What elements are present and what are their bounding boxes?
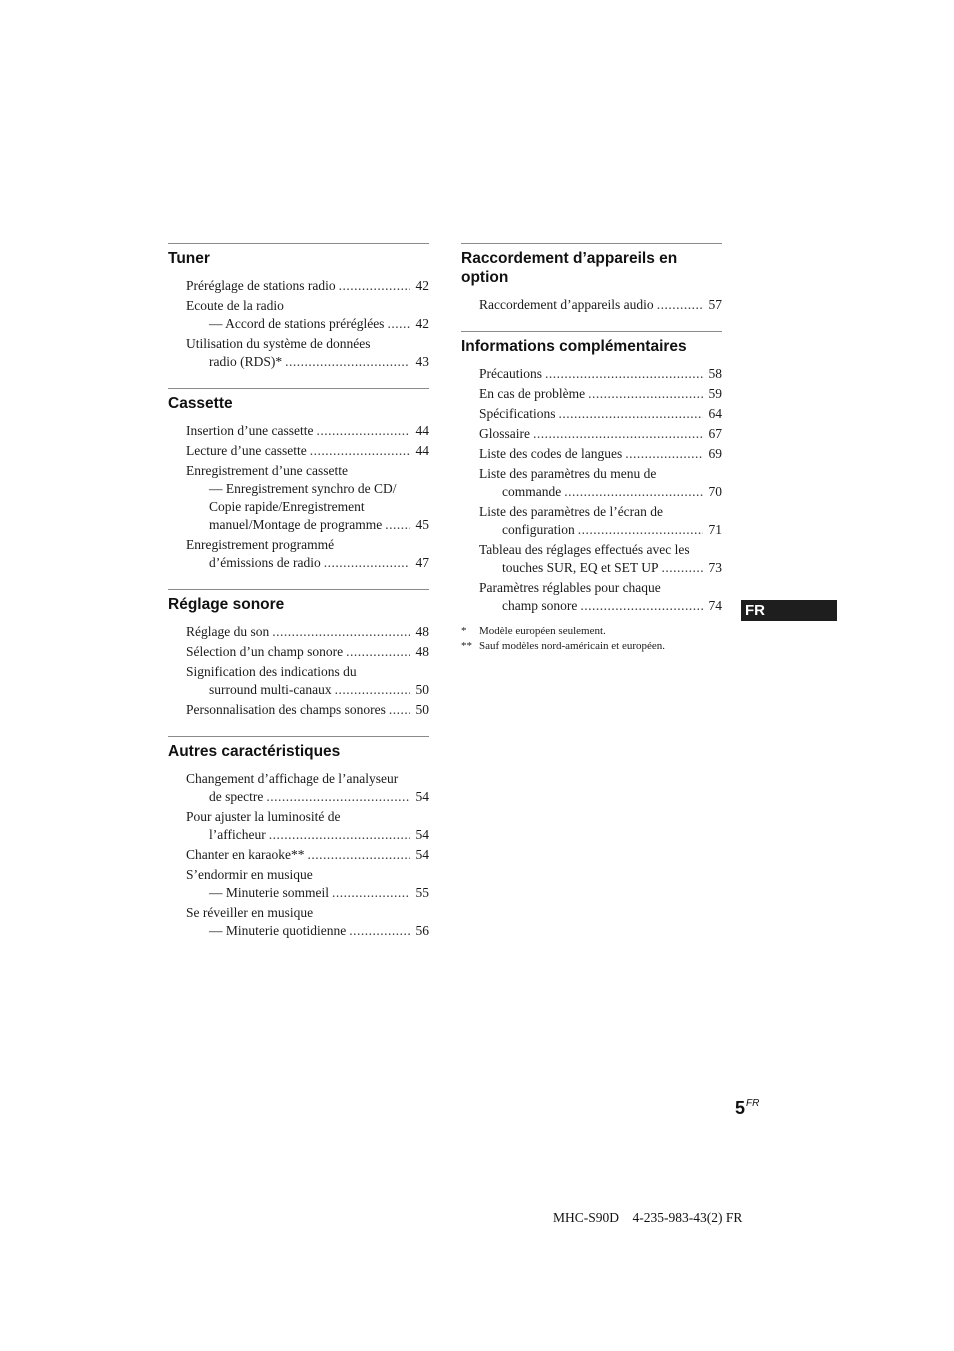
footnote-text: Sauf modèles nord-américain et européen. — [479, 640, 666, 652]
dot-leader — [662, 559, 703, 577]
toc-entry-line — [186, 788, 429, 806]
toc-entry-line — [186, 846, 429, 864]
toc-entry-text: — Enregistrement synchro de CD/ — [209, 481, 397, 496]
toc-entry — [186, 277, 429, 295]
toc-entry-text: Utilisation du système de données — [186, 336, 371, 351]
page-number-value: 5 — [735, 1098, 746, 1118]
toc-entry-text: Personnalisation des champs sonores — [186, 702, 386, 717]
toc-entry-line — [186, 701, 429, 719]
toc-entry-text: l’afficheur — [209, 827, 266, 842]
toc-entry-line — [186, 663, 429, 681]
toc-entry-line — [479, 296, 722, 314]
toc-entry-text: Paramètres réglables pour chaque — [479, 580, 661, 595]
toc-entry-list — [168, 623, 429, 719]
toc-entry-text: Tableau des réglages effectués avec les — [479, 542, 690, 557]
toc-entry — [186, 422, 429, 440]
toc-entry-text: Changement d’affichage de l’analyseur — [186, 771, 399, 786]
dot-leader — [272, 623, 410, 641]
toc-entry-line — [186, 643, 429, 661]
toc-entry-text: Chanter en karaoke** — [186, 847, 305, 862]
toc-entry — [479, 296, 722, 314]
toc-entry-line — [479, 559, 722, 577]
toc-entry-line — [186, 277, 429, 295]
toc-entry-line — [479, 405, 722, 423]
dot-leader — [564, 483, 703, 501]
toc-entry-line — [186, 297, 429, 315]
toc-page-number: 57 — [708, 297, 722, 312]
toc-page-number: 73 — [708, 560, 722, 575]
toc-entry-text: Enregistrement d’une cassette — [186, 463, 348, 478]
toc-entry-line — [479, 483, 722, 501]
toc-section — [168, 736, 429, 940]
toc-entry-text: Liste des paramètres du menu de — [479, 466, 657, 481]
toc-entry-text: Insertion d’une cassette — [186, 423, 314, 438]
toc-page-number: 55 — [415, 885, 429, 900]
toc-page-number: 56 — [415, 923, 429, 938]
toc-entry-line — [186, 335, 429, 353]
toc-entry — [186, 536, 429, 572]
toc-entry — [186, 643, 429, 661]
toc-entry — [186, 904, 429, 940]
dot-leader — [307, 846, 410, 864]
dot-leader — [349, 922, 410, 940]
toc-page-number: 44 — [415, 443, 429, 458]
dot-leader — [285, 353, 410, 371]
toc-entry-text: configuration — [502, 522, 575, 537]
dot-leader — [339, 277, 410, 295]
toc-entry-line — [479, 503, 722, 521]
dot-leader — [266, 788, 410, 806]
toc-entry-line — [479, 445, 722, 463]
toc-left-column — [168, 243, 429, 957]
toc-entry-text: Raccordement d’appareils audio — [479, 297, 654, 312]
page-number-suffix: FR — [746, 1098, 760, 1109]
toc-entry — [186, 663, 429, 699]
toc-entry-text: Lecture d’une cassette — [186, 443, 307, 458]
toc-entry — [186, 462, 429, 534]
toc-entry-line — [186, 922, 429, 940]
toc-section — [461, 331, 722, 615]
toc-entry-text: — Minuterie quotidienne — [209, 923, 347, 938]
toc-page-number: 54 — [415, 827, 429, 842]
model-code: MHC-S90D 4-235-983-43(2) FR — [553, 1210, 743, 1225]
toc-entry — [479, 579, 722, 615]
toc-entry-line — [186, 554, 429, 572]
toc-entry-line — [186, 770, 429, 788]
section-title: Cassette — [168, 395, 233, 412]
dot-leader — [332, 884, 410, 902]
toc-entry-line — [479, 597, 722, 615]
toc-section — [168, 388, 429, 572]
toc-entry-text: Préréglage de stations radio — [186, 278, 336, 293]
toc-entry — [186, 701, 429, 719]
toc-entry-text: Sélection d’un champ sonore — [186, 644, 344, 659]
toc-section — [168, 589, 429, 719]
toc-entry-text: Réglage du son — [186, 624, 270, 639]
toc-entry-text: Glossaire — [479, 426, 530, 441]
toc-entry-text: — Minuterie sommeil — [209, 885, 329, 900]
toc-page-number: 50 — [415, 702, 429, 717]
footnote-mark: ** — [461, 640, 472, 652]
toc-entry-list — [461, 296, 722, 314]
toc-entry — [479, 405, 722, 423]
toc-entry-line — [479, 365, 722, 383]
toc-page-number: 58 — [708, 366, 722, 381]
footnote-mark: * — [461, 625, 467, 637]
toc-entry — [479, 425, 722, 443]
toc-entry-line — [186, 904, 429, 922]
footnote — [461, 624, 722, 639]
dot-leader — [335, 681, 410, 699]
toc-page-number: 59 — [708, 386, 722, 401]
toc-entry-line — [479, 385, 722, 403]
dot-leader — [389, 701, 410, 719]
toc-entry-text: Liste des paramètres de l’écran de — [479, 504, 664, 519]
dot-leader — [580, 597, 703, 615]
toc-page-number: 47 — [415, 555, 429, 570]
toc-page-number: 50 — [415, 682, 429, 697]
toc-entry-line — [186, 623, 429, 641]
toc-entry-line — [186, 826, 429, 844]
toc-entry — [479, 503, 722, 539]
toc-entry-text: Enregistrement programmé — [186, 537, 335, 552]
toc-page-number: 48 — [415, 624, 429, 639]
toc-entry-line — [479, 425, 722, 443]
toc-entry-text: touches SUR, EQ et SET UP — [502, 560, 659, 575]
footnotes — [461, 624, 722, 654]
dot-leader — [657, 296, 703, 314]
toc-page-number: 54 — [415, 789, 429, 804]
toc-entry — [186, 623, 429, 641]
toc-entry — [479, 445, 722, 463]
toc-entry-text: — Accord de stations préréglées — [209, 316, 385, 331]
footnote — [461, 639, 722, 654]
toc-entry-text: radio (RDS)* — [209, 354, 283, 369]
toc-entry — [186, 442, 429, 460]
section-title: Informations complémentaires — [461, 338, 687, 355]
section-title: Autres caractéristiques — [168, 743, 341, 760]
toc-entry — [186, 297, 429, 333]
dot-leader — [316, 422, 410, 440]
toc-entry-line — [479, 579, 722, 597]
toc-entry-text: Copie rapide/Enregistrement — [209, 499, 365, 514]
toc-page-number: 42 — [415, 278, 429, 293]
toc-page-number: 74 — [708, 598, 722, 613]
toc-page-number: 71 — [708, 522, 722, 537]
toc-entry-line — [186, 480, 429, 498]
dot-leader — [324, 554, 410, 572]
toc-entry-text: Spécifications — [479, 406, 556, 421]
toc-entry-line — [186, 536, 429, 554]
toc-page-number: 43 — [415, 354, 429, 369]
toc-entry — [186, 335, 429, 371]
toc-entry-line — [186, 516, 429, 534]
toc-entry-list — [461, 365, 722, 615]
toc-right-column — [461, 243, 722, 654]
section-title: Raccordement d’appareils en option — [461, 250, 678, 286]
toc-entry-line — [186, 866, 429, 884]
toc-entry-text: manuel/Montage de programme — [209, 517, 383, 532]
toc-entry-line — [479, 541, 722, 559]
toc-entry — [479, 541, 722, 577]
toc-entry-line — [186, 498, 429, 516]
toc-entry-text: Se réveiller en musique — [186, 905, 314, 920]
toc-page-number: 69 — [708, 446, 722, 461]
toc-entry-text: Ecoute de la radio — [186, 298, 284, 313]
toc-entry-text: champ sonore — [502, 598, 578, 613]
toc-page-number: 54 — [415, 847, 429, 862]
toc-entry-line — [479, 521, 722, 539]
toc-page-number: 48 — [415, 644, 429, 659]
toc-entry-text: Précautions — [479, 366, 542, 381]
dot-leader — [533, 425, 703, 443]
toc-entry-list — [168, 277, 429, 371]
toc-section — [168, 243, 429, 371]
toc-entry-text: commande — [502, 484, 562, 499]
toc-entry-text: Signification des indications du — [186, 664, 357, 679]
toc-entry — [186, 808, 429, 844]
toc-entry-line — [186, 884, 429, 902]
dot-leader — [588, 385, 703, 403]
toc-entry-text: surround multi-canaux — [209, 682, 332, 697]
toc-page-number: 67 — [708, 426, 722, 441]
toc-entry — [479, 385, 722, 403]
dot-leader — [545, 365, 703, 383]
section-title: Réglage sonore — [168, 596, 285, 613]
toc-page-number: 70 — [708, 484, 722, 499]
toc-page-number: 42 — [415, 316, 429, 331]
dot-leader — [310, 442, 410, 460]
toc-entry — [479, 365, 722, 383]
toc-entry — [479, 465, 722, 501]
toc-entry-text: Liste des codes de langues — [479, 446, 623, 461]
toc-entry-line — [186, 422, 429, 440]
toc-entry-list — [168, 422, 429, 572]
toc-page-number: 64 — [708, 406, 722, 421]
toc-entry-text: de spectre — [209, 789, 264, 804]
section-title: Tuner — [168, 250, 210, 267]
dot-leader — [385, 516, 410, 534]
toc-entry-line — [186, 315, 429, 333]
toc-entry-line — [186, 353, 429, 371]
toc-entry-text: d’émissions de radio — [209, 555, 321, 570]
toc-entry-line — [186, 462, 429, 480]
toc-page-number: 44 — [415, 423, 429, 438]
toc-entry-line — [186, 808, 429, 826]
toc-entry — [186, 770, 429, 806]
toc-entry-text: En cas de problème — [479, 386, 586, 401]
toc-page-number: 45 — [415, 517, 429, 532]
toc-entry — [186, 846, 429, 864]
toc-entry-text: S’endormir en musique — [186, 867, 313, 882]
dot-leader — [346, 643, 410, 661]
dot-leader — [578, 521, 703, 539]
footnote-text: Modèle européen seulement. — [479, 625, 606, 637]
toc-entry-line — [186, 442, 429, 460]
toc-section — [461, 243, 722, 314]
toc-entry — [186, 866, 429, 902]
dot-leader — [269, 826, 410, 844]
dot-leader — [625, 445, 703, 463]
toc-entry-text: Pour ajuster la luminosité de — [186, 809, 341, 824]
toc-entry-list — [168, 770, 429, 940]
dot-leader — [558, 405, 703, 423]
language-tab: FR — [741, 600, 837, 621]
dot-leader — [387, 315, 410, 333]
page-number — [735, 1098, 759, 1119]
toc-entry-line — [479, 465, 722, 483]
toc-entry-line — [186, 681, 429, 699]
